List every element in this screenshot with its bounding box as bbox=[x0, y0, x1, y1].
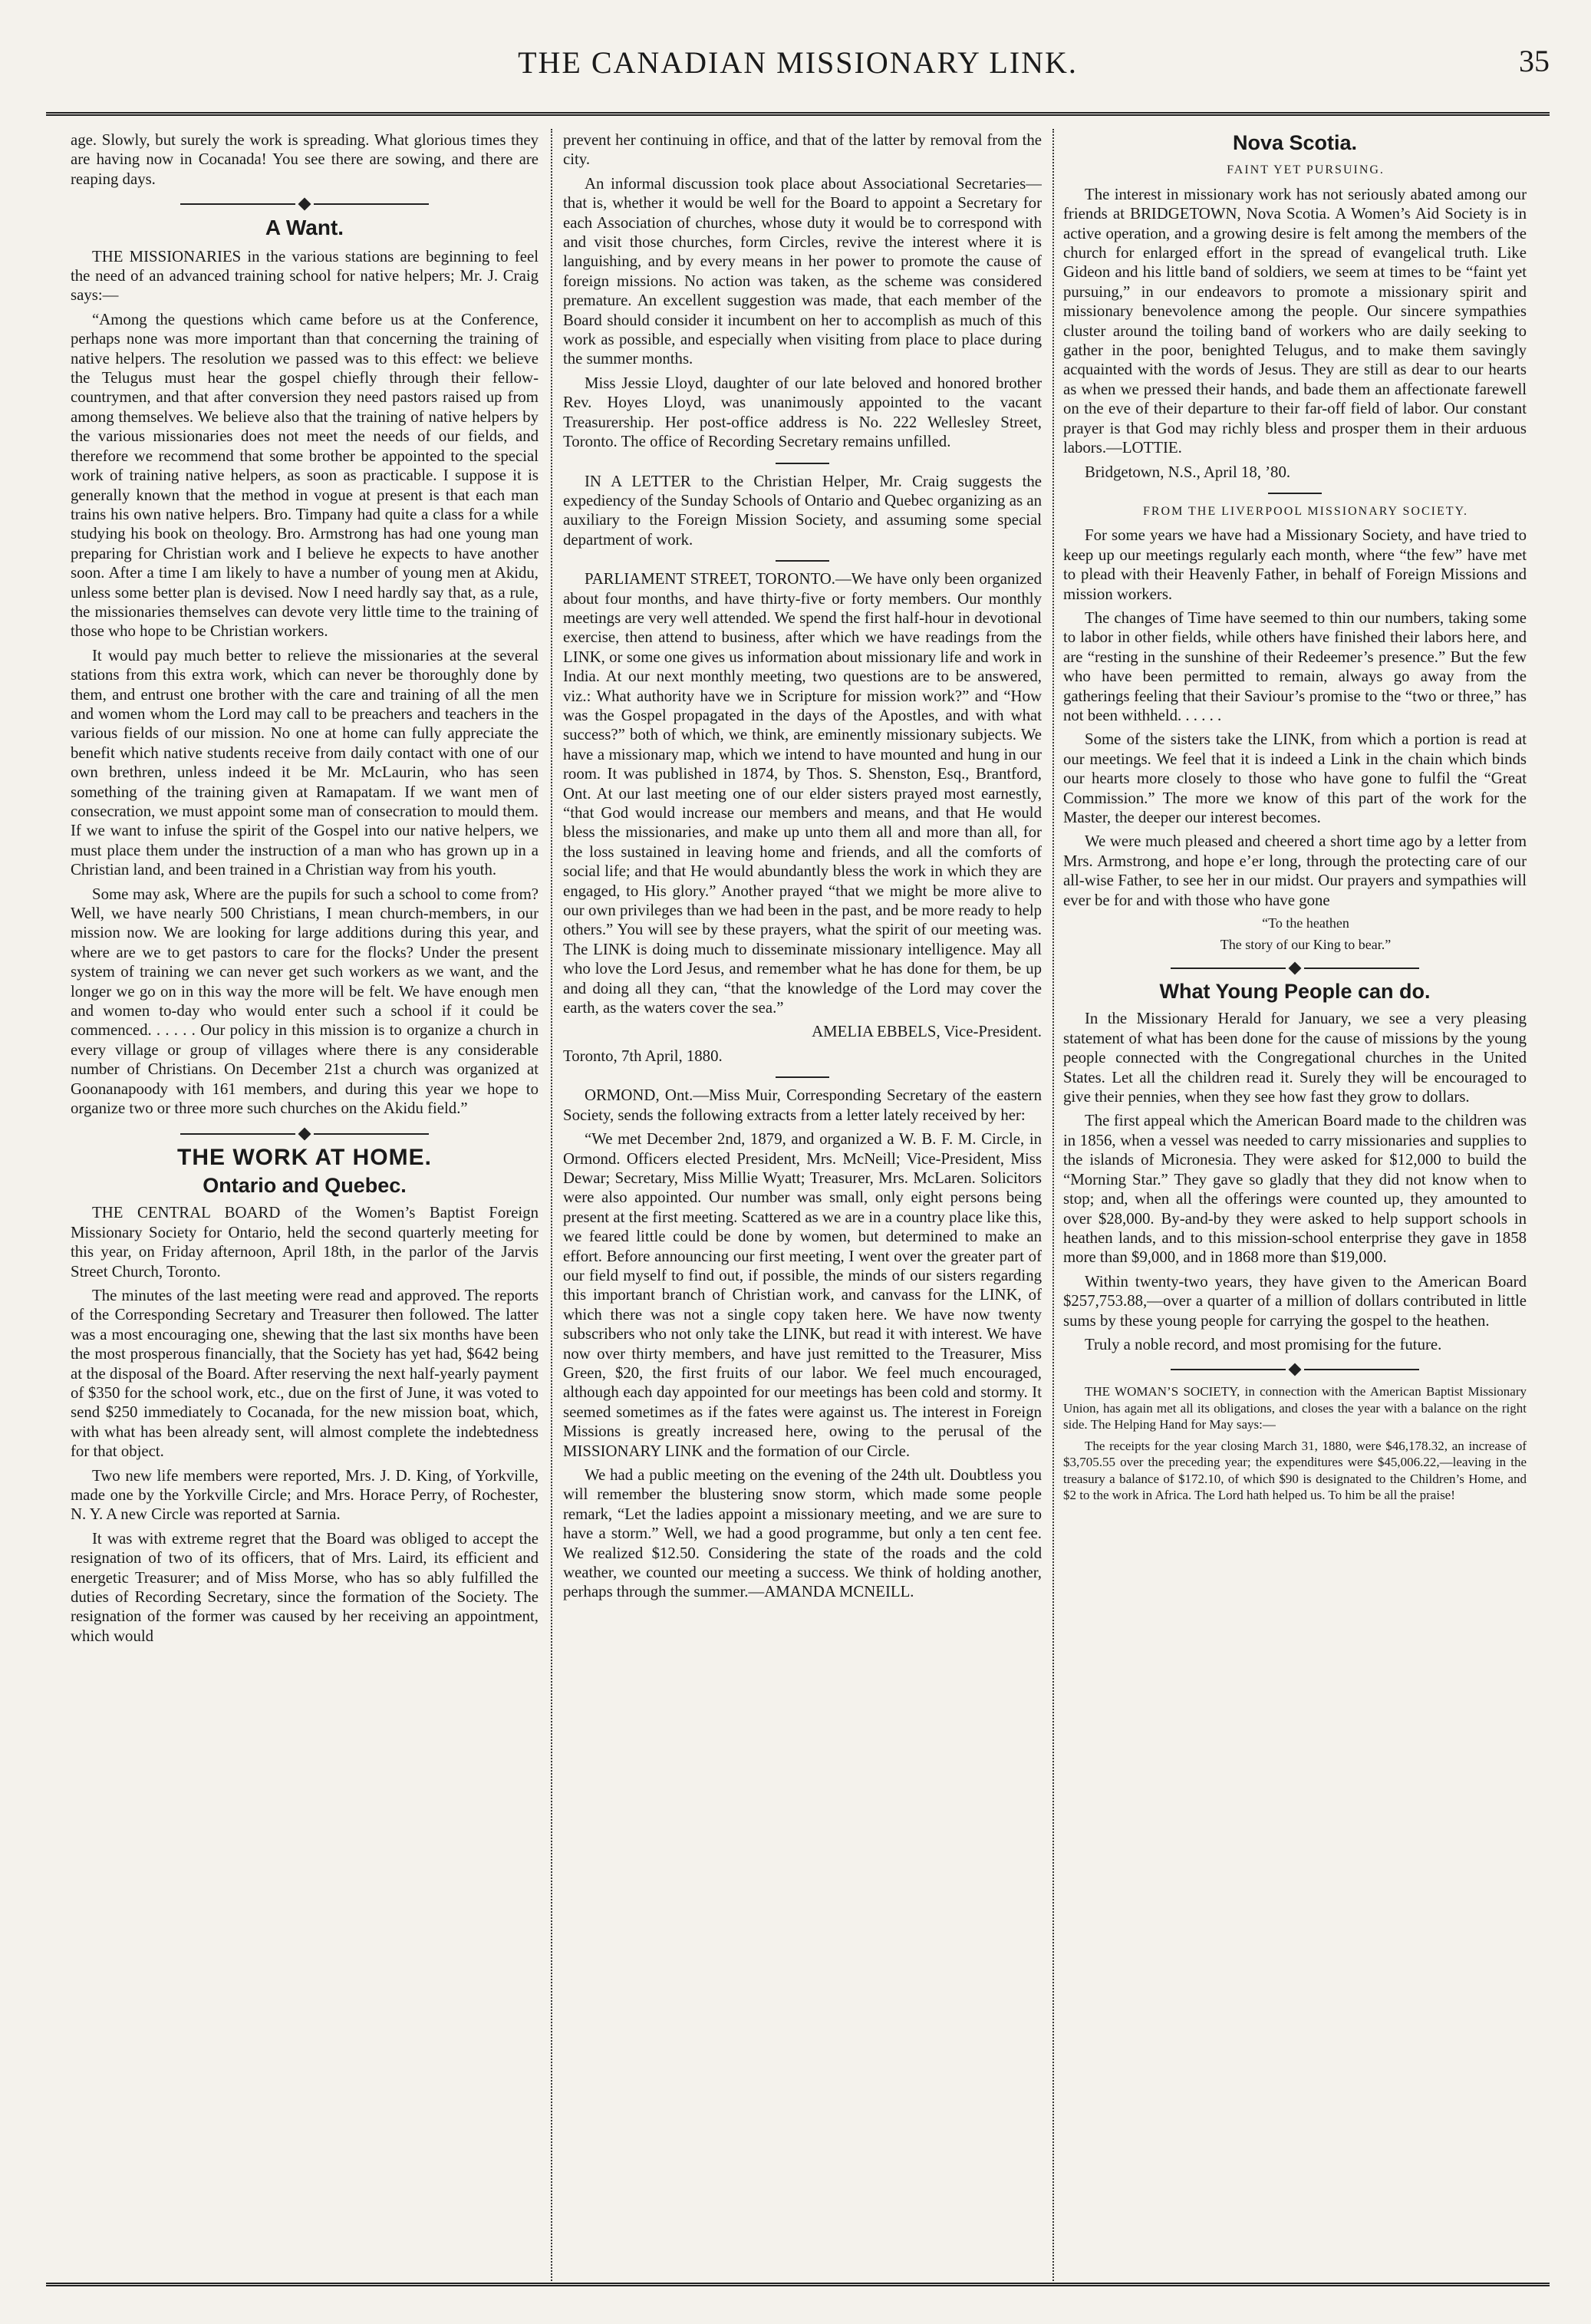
paragraph: The interest in missionary work has not seriously abated among our friends at BRIDGETOWN, Nova Scotia. A Women’s Aid Society is in active operation, and a growing desire is felt among the members of the church for enlarged effort in the spread of evangelical truth. Like Gideon and his little band of soldiers, we seem at times to be “faint yet pursuing,” in our endeavors to promote a missionary spirit and missionary benevolence among the people. Our sincere sympathies cluster around the toiling band of workers who are daily seeking to gather in the poor, benighted Telugus, and to make them savingly acquainted with the words of Jesus. They are still as dear to our hearts as when we pressed their hands, and bade them an affectionate farewell on the eve of their departure to their far-off field of labor. Our constant prayer is that God may richly bless and prosper them in their arduous labors.—LOTTIE. bbox=[1063, 185, 1527, 457]
column-divider bbox=[1052, 129, 1054, 2281]
section-ornament bbox=[71, 199, 539, 210]
divider bbox=[1063, 490, 1527, 494]
paragraph: Some of the sisters take the LINK, from which a portion is read at our meetings. We feel that it is indeed a Link in the chain which binds our hearts more closely to those who have gone to fulfil the “Great Commission.” The more we know of this part of the work for the Master, the deeper our interest becomes. bbox=[1063, 730, 1527, 826]
paragraph: Truly a noble record, and most promising for the future. bbox=[1085, 1335, 1442, 1353]
divider bbox=[563, 1073, 1042, 1078]
divider bbox=[563, 460, 1042, 464]
intro-paragraph: age. Slowly, but surely the work is spreading. What glorious times they are having now in Cocanada! You see there are sowing, and there are reaping days. bbox=[71, 131, 539, 188]
column-right bbox=[1063, 130, 1527, 2279]
paragraph: ORMOND, Ont.—Miss Muir, Corresponding Secretary of the eastern Society, sends the following extracts from a letter lately received by her: bbox=[563, 1086, 1042, 1124]
paragraph: Within twenty-two years, they have given to the American Board $257,753.88,—over a quarter of a million of dollars contributed in little sums by these young people for carrying the gospel to the heathen. bbox=[1063, 1272, 1527, 1330]
paragraph: The first appeal which the American Board made to the children was in 1856, when a vessel was needed to carry missionaries and supplies to the islands of Micronesia. They were asked for $12,000 to build the “Morning Star.” They gave so gladly that they did not know when to stop; and, when all the offerings were counted up, they amounted to over $28,000. By-and-by they were asked to help support schools in heathen lands, and to this mission-school enterprise they gave in 1858 more than $9,000, and in 1868 more than $19,000. bbox=[1063, 1112, 1527, 1267]
divider bbox=[563, 557, 1042, 562]
paragraph: In the Missionary Herald for January, we see a very pleasing statement of what has been done for the cause of missions by the young people connected with the Congregational churches in the United States. Let all the children read it. Surely they will be encouraged to give their pennies, when they see how fast they grow to dollars. bbox=[1063, 1010, 1527, 1106]
paragraph: We were much pleased and cheered a short time ago by a letter from Mrs. Armstrong, and hope e’er long, through the protecting care of our all-wise Father, to see her in our midst. Our prayers and sympathies will ever be for and with those who have gone bbox=[1063, 832, 1527, 909]
signature: AMELIA EBBELS, Vice-President. bbox=[812, 1023, 1042, 1041]
section-ornament bbox=[1063, 964, 1527, 974]
paragraph: THE MISSIONARIES in the various stations are beginning to feel the need of an advanced training school for native helpers; Mr. J. Craig says:— bbox=[71, 247, 539, 305]
paragraph: The changes of Time have seemed to thin our numbers, taking some to labor in other fields, while others have finished their labors here, and are “resting in the sunshine of their Redeemer’s presence.” But the few who have been permitted to remain, always go away from the gatherings feeling that their Saviour’s promise to the “two or three,” has not been withheld. . . . . . bbox=[1063, 608, 1527, 724]
column-middle bbox=[563, 130, 1042, 2279]
column-left bbox=[71, 130, 539, 2279]
newspaper-title: THE CANADIAN MISSIONARY LINK. bbox=[518, 45, 1078, 80]
paragraph: prevent her continuing in office, and that of the latter by removal from the city. bbox=[563, 131, 1042, 169]
verse-line: The story of our King to bear.” bbox=[1220, 937, 1392, 953]
heading-young-people: What Young People can do. bbox=[1159, 980, 1431, 1004]
heading-nova-scotia: Nova Scotia. bbox=[1232, 131, 1358, 154]
verse-line: “To the heathen bbox=[1262, 915, 1349, 931]
paragraph: “We met December 2nd, 1879, and organized a W. B. F. M. Circle, in Ormond. Officers elected President, Mrs. McNeill; Vice-President, Miss Dewar; Secretary, Miss Millie Wyatt; Treasurer, Mrs. McLaren. Solicitors were also appointed. Our number was small, only eight persons being present at the first meeting. Scattered as we are in a country place like this, we feared little could be done by women, but determined to make an effort. Before announcing our first meeting, I went over the greater part of our field myself to find out, if possible, the minds of our sisters regarding this important branch of Christian work, and canvass for the LINK, of which there was not a single copy taken here. We have now twenty subscribers who not only take the LINK, but read it with interest. We have now over thirty members, and have just remitted to the Treasurer, Miss Green, $20, the first fruits of our labor. We feel much encouraged, although each day appointed for our meetings has been cold and stormy. It seemed sometimes as if the fates were against us. The interest in Foreign Missions is greatly increased here, owing to the perusal of the MISSIONARY LINK and the formation of our Circle. bbox=[563, 1130, 1042, 1460]
section-ornament bbox=[71, 1129, 539, 1140]
paragraph: An informal discussion took place about Associational Secretaries—that is, whether it would be well for the Board to appoint a Secretary for each Association of churches, whose duty it would be to correspond with and visit those churches, form Circles, revive the interest where it is languishing, and by every means in her power to promote the cause of foreign missions. No action was taken, as the scheme was considered premature. An excellent suggestion was made, that each member of the Board should consider it incumbent on her to accomplish as much of this work as possible, and especially when visiting from place to place during the summer months. bbox=[563, 174, 1042, 368]
section-ornament bbox=[1063, 1365, 1527, 1376]
paragraph: Miss Jessie Lloyd, daughter of our late beloved and honored brother Rev. Hoyes Lloyd, was unanimously appointed to the vacant Treasurership. Her post-office address is No. 222 Wellesley Street, Toronto. The office of Recording Secretary remains unfilled. bbox=[563, 374, 1042, 451]
paragraph: Two new life members were reported, Mrs. J. D. King, of Yorkville, made one by the Yorkville Circle; and Mrs. Horace Perry, of Rochester, N. Y. A new Circle was reported at Sarnia. bbox=[71, 1466, 539, 1524]
paragraph: IN A LETTER to the Christian Helper, Mr. Craig suggests the expediency of the Sunday Schools of Ontario and Quebec organizing as an auxiliary to the Foreign Mission Society, and assuming some special department of work. bbox=[563, 472, 1042, 549]
page-number: 35 bbox=[1519, 44, 1550, 78]
heading-a-want: A Want. bbox=[265, 216, 344, 240]
masthead bbox=[46, 40, 1550, 86]
paragraph: We had a public meeting on the evening of the 24th ult. Doubtless you will remember the blustering snow storm, which made some people remark, “Let the ladies appoint a missionary meeting, and we are sure to have a storm.” Well, we had a good programme, but only a ten cent fee. We realized $12.50. Considering the state of the roads and the cold weather, we counted our meeting a success. We think of holding another, perhaps through the summer.—AMANDA MCNEILL. bbox=[563, 1466, 1042, 1601]
paragraph: Some may ask, Where are the pupils for such a school to come from? Well, we have nearly 500 Christians, I mean church-members, in our mission now. We are looking for large additions during this year, and where are we to get pastors to care for the flocks? Under the present system of training we can never get such workers as we want, and the longer we go on in this way the more will be felt. We have enough men and women to-day who would enter such a school if it could be commenced. . . . . . Our policy in this mission is to organize a church in every village or group of villages where there is any considerable number of Christians. On December 21st a church was organized at Goonanapoody with 161 members, and during this year we hope to organize two or three more such churches on the Akidu field.” bbox=[71, 885, 539, 1118]
paragraph-small: THE WOMAN’S SOCIETY, in connection with the American Baptist Missionary Union, has again met all its obligations, and closes the year with a balance on the right side. The Helping Hand for May says:— bbox=[1063, 1384, 1527, 1432]
paragraph: It was with extreme regret that the Board was obliged to accept the resignation of two of its officers, that of Mrs. Laird, its efficient and energetic Treasurer; and of Miss Morse, who has so ably fulfilled the duties of Recording Secretary, since the formation of the Society. The resignation of the former was caused by her receiving an appointment, which would bbox=[71, 1529, 539, 1645]
dateline: Bridgetown, N.S., April 18, ’80. bbox=[1085, 463, 1291, 481]
subheading: FAINT YET PURSUING. bbox=[1227, 163, 1385, 177]
paragraph: It would pay much better to relieve the missionaries at the several stations from this extra work, which can never be thoroughly done by them, and entrust one brother with the care and training of all the men and women whom the Lord may call to be preachers and teachers in the various fields of our mission. No one at home can fully appreciate the benefit which native students receive from daily contact with one of our own brethren, unless indeed it be Mr. McLaurin, who has seen something of the training given at Ramapatam. If we want men of consecration, we must appoint some man of consecration to mould them. If we want to infuse the spirit of the Gospel into our native helpers, we must place them under the instruction of a man who has grown up in a Christian land, and been trained in a Christian way from his youth. bbox=[71, 646, 539, 879]
header-double-rule bbox=[46, 112, 1550, 116]
dateline: Toronto, 7th April, 1880. bbox=[563, 1047, 723, 1065]
paragraph: The minutes of the last meeting were read and approved. The reports of the Corresponding Secretary and Treasurer then followed. The latter was a most encouraging one, shewing that the last six months have been the most prosperous financially, that the Society has yet had, $642 being at the disposal of the Board. After reserving the next half-yearly payment of $350 for the school work, etc., due on the first of June, it was voted to send $250 immediately to Cocanada, for the new mission boat, which, with what has been already sent, will almost complete the indebtedness for that object. bbox=[71, 1286, 539, 1461]
paragraph: THE CENTRAL BOARD of the Women’s Baptist Foreign Missionary Society for Ontario, held the second quarterly meeting for this year, on Friday afternoon, April 18th, in the parlor of the Jarvis Street Church, Toronto. bbox=[71, 1204, 539, 1281]
paragraph: PARLIAMENT STREET, TORONTO.—We have only been organized about four months, and have thirty-five or forty members. Our monthly meetings are very well attended. We spend the first half-hour in devotional exercise, then attend to business, after which we have readings from the LINK, or some one gives us information about missionary life and work in India. At our next monthly meeting, two questions are to be answered, viz.: What authority have we in Scripture for mission work?” and “How was the Gospel propagated in the days of the Apostles, and with what success?” both of which, we think, are eminently missionary subjects. We have a missionary map, which we intend to have mounted and hung in our room. It was published in 1874, by Thos. S. Shenston, Esq., Brantford, Ont. At our last meeting one of our elder sisters prayed most earnestly, “that God would increase our members and means, and that He would bless the missionaries, and make up unto them all and more than all, for the loss sustained in leaving home and friends, and all the comforts of social life; and that He would abundantly bless the work in which they are engaged, to His glory.” Another prayed “that we might be more alive to our own privileges than we had been in the past, and be more ready to help others.” You will see by these prayers, what the spirit of our meeting was. The LINK is doing much to disseminate missionary intelligence. May all who love the Lord Jesus, and remember what he has done for them, be up and doing all they can, “that the knowledge of the Lord may cover the earth, as the waters cover the sea.” bbox=[563, 570, 1042, 1017]
paragraph: For some years we have had a Missionary Society, and have tried to keep up our meetings regularly each month, where “the few” have met to plead with their Heavenly Father, in behalf of Foreign Missions and mission workers. bbox=[1063, 526, 1527, 603]
subheading: FROM THE LIVERPOOL MISSIONARY SOCIETY. bbox=[1142, 504, 1469, 518]
heading-work-at-home: THE WORK AT HOME. bbox=[177, 1144, 432, 1170]
paragraph-small: The receipts for the year closing March 31, 1880, were $46,178.32, an increase of $3,705.55 over the preceding year; the expenditures were $45,006.22,—leaving in the treasury a balance of $172.10, of which $90 is designated to the Children’s Home, and $2 to the work in Africa. The Lord hath helped us. To him be all the praise! bbox=[1063, 1438, 1527, 1503]
footer-double-rule bbox=[46, 2283, 1550, 2286]
column-divider bbox=[551, 129, 552, 2281]
heading-ontario-quebec: Ontario and Quebec. bbox=[203, 1173, 407, 1197]
paragraph: “Among the questions which came before us at the Conference, perhaps none was more important than that concerning the training of native helpers. The resolution we passed was to this effect: we believe the Telugus must hear the gospel chiefly through their fellow-countrymen, and that after conversion they need pastors raised up from among themselves. We believe also that the training of native helpers by the various missionaries does not meet the needs of our fields, and therefore we recommend that some brother be appointed to the special work of training native helpers, as soon as practicable. I suppose it is generally known that the method in vogue at present is that each man trains his own native helpers. Bro. Timpany had quite a class for a while studying his book on theology. Bro. Armstrong has had one young man preparing for Christian work and I believe he expects to have another soon. After a time I am likely to have a number of young men at Akidu, unless some better plan is devised. Now I need hardly say that, as a rule, the missionaries themselves can devote very little time to the training of those who hope to be Christian workers. bbox=[71, 310, 539, 641]
